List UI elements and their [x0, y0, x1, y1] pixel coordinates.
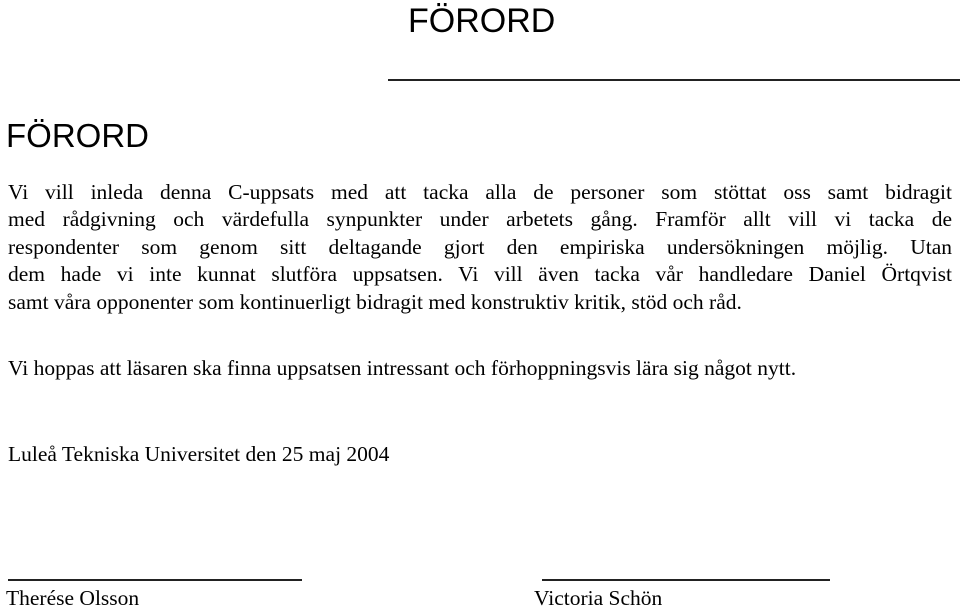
paragraph-line: respondenter som genom sitt deltagande gjort den empiriska undersökningen möjlig. Utan: [8, 235, 952, 259]
signature-name-1: Therése Olsson: [6, 586, 140, 610]
header-divider: [388, 79, 960, 81]
signature-line-2: [542, 579, 830, 581]
paragraph-line: samt våra opponenter som kontinuerligt bidragit med konstruktiv kritik, stöd och råd.: [8, 290, 742, 314]
signature-line-1: [8, 579, 302, 581]
section-heading: FÖRORD: [6, 117, 149, 154]
page-header-title: FÖRORD: [408, 2, 556, 40]
place-and-date: Luleå Tekniska Universitet den 25 maj 2004: [8, 442, 390, 466]
paragraph-line: dem hade vi inte kunnat slutföra uppsatsen. Vi vill även tacka vår handledare Daniel Örtqvist: [8, 262, 952, 286]
signature-name-2: Victoria Schön: [534, 586, 663, 610]
paragraph-line: med rådgivning och värdefulla synpunkter under arbetets gång. Framför allt vill vi tacka de: [8, 207, 952, 231]
paragraph-2: Vi hoppas att läsaren ska finna uppsatsen intressant och förhoppningsvis lära sig något nytt.: [8, 356, 797, 380]
paragraph-line: Vi vill inleda denna C-uppsats med att tacka alla de personer som stöttat oss samt bidragit: [8, 180, 952, 204]
